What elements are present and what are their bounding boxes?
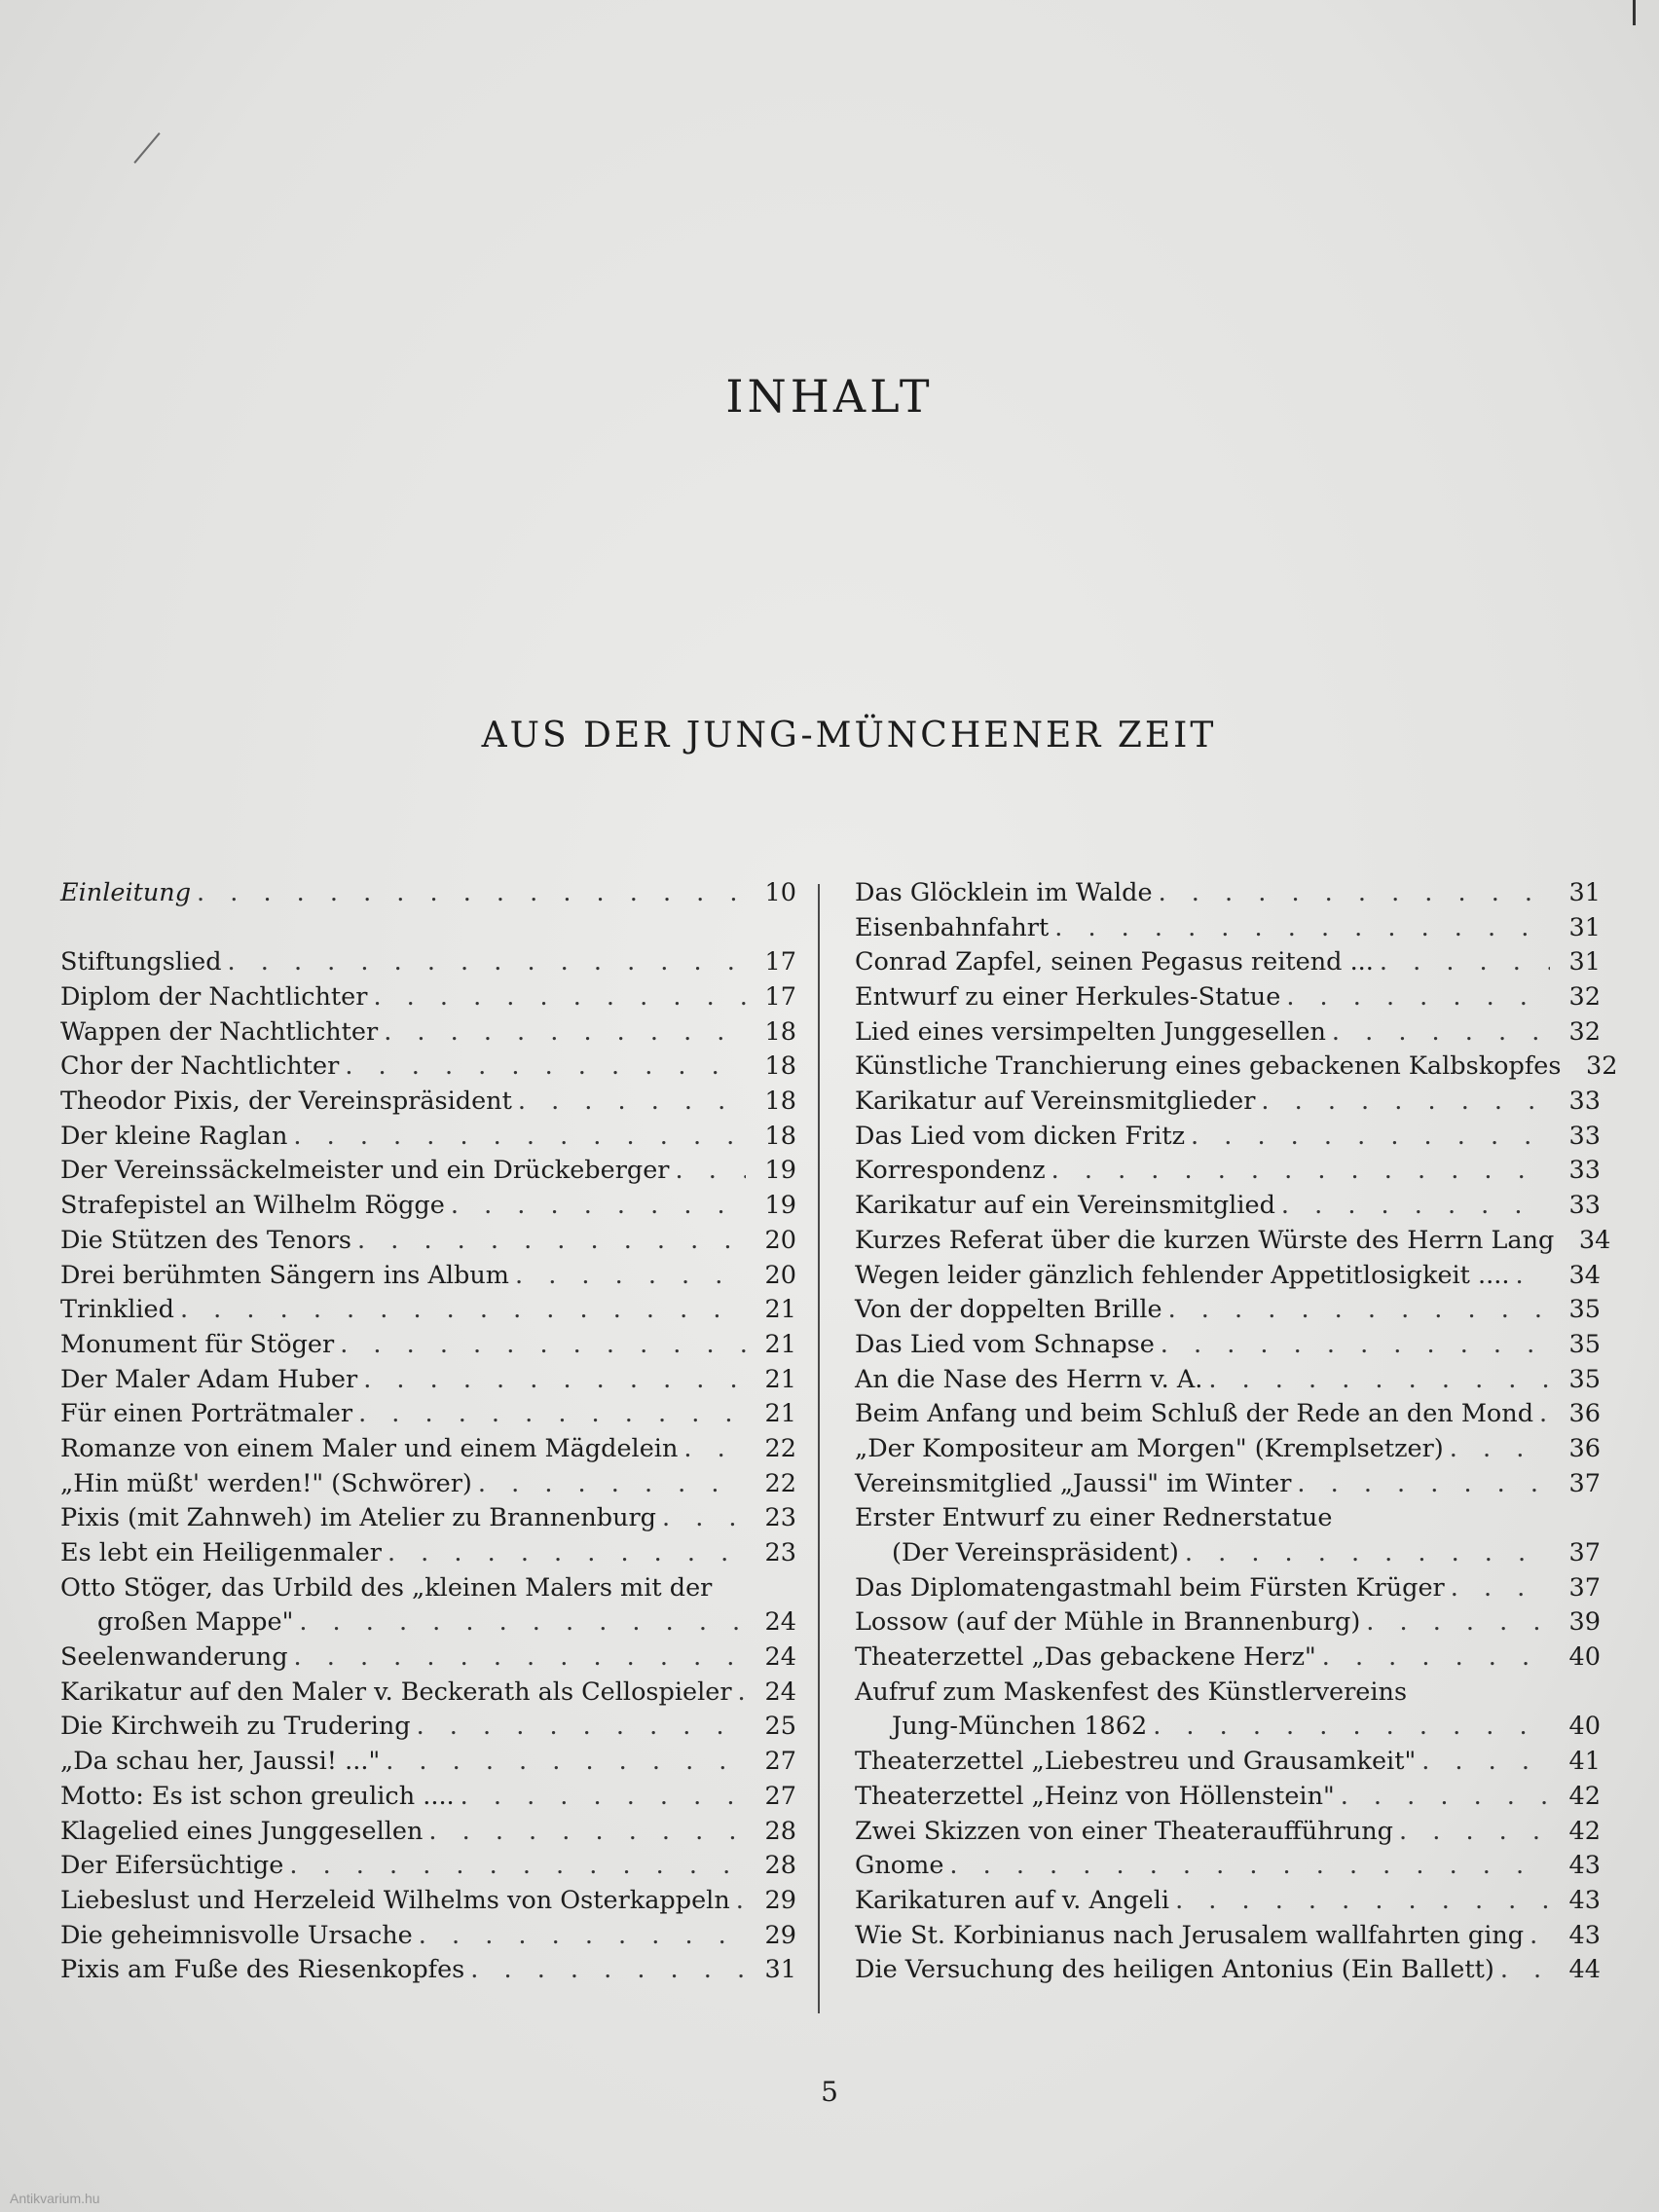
dot-leader — [1366, 1605, 1550, 1641]
dot-leader — [736, 1884, 746, 1919]
toc-entry-title: großen Mappe" — [97, 1607, 294, 1638]
toc-entry-title: Motto: Es ist schon greulich .... — [60, 1781, 455, 1811]
toc-entry-page: 22 — [764, 1433, 796, 1463]
toc-entry — [60, 980, 796, 1015]
dot-leader — [470, 1953, 746, 1988]
toc-entry-title: Die Versuchung des heiligen Antonius (Ein Ballett) — [855, 1955, 1494, 1985]
dot-leader — [1261, 1085, 1550, 1120]
dot-leader — [1332, 1015, 1550, 1051]
toc-entry-title: Klagelied eines Junggesellen — [60, 1816, 424, 1846]
dot-leader — [461, 1780, 746, 1815]
dot-leader — [384, 1015, 746, 1051]
toc-entry — [855, 1745, 1601, 1780]
toc-entry — [855, 1224, 1611, 1259]
toc-entry-page: 21 — [764, 1329, 796, 1359]
toc-entry — [60, 1085, 796, 1120]
dot-leader — [1168, 1293, 1550, 1328]
dot-leader — [386, 1745, 746, 1780]
dot-leader — [340, 1328, 746, 1363]
toc-entry — [855, 1397, 1601, 1432]
toc-entry-title: Karikaturen auf v. Angeli — [855, 1885, 1170, 1915]
edge-mark — [1633, 0, 1636, 25]
dot-leader — [373, 980, 746, 1015]
toc-entry-page: 36 — [1568, 1433, 1601, 1463]
toc-entry-title: Diplom der Nachtlichter — [60, 982, 368, 1013]
toc-entry-title: Kurzes Referat über die kurzen Würste des Herrn Lang — [855, 1225, 1555, 1255]
toc-entry-page: 37 — [1568, 1572, 1601, 1603]
toc-entry-title: Aufruf zum Maskenfest des Künstlervereins — [855, 1677, 1408, 1707]
toc-entry-title: Wappen der Nachtlichter — [60, 1016, 379, 1047]
section-title: AUS DER JUNG-MÜNCHENER ZEIT — [481, 716, 1217, 756]
dot-leader — [1322, 1641, 1550, 1676]
toc-entry-page: 31 — [1568, 947, 1601, 977]
dot-leader — [1341, 1780, 1550, 1815]
toc-entry-page: 24 — [764, 1642, 796, 1673]
toc-entry-page: 33 — [1568, 1121, 1601, 1151]
toc-entry — [855, 1676, 1601, 1711]
toc-entry — [855, 1189, 1601, 1224]
toc-entry — [855, 1293, 1601, 1328]
toc-entry — [60, 1363, 796, 1398]
dot-leader — [387, 1536, 746, 1571]
toc-entry — [60, 1501, 796, 1536]
toc-entry — [60, 1259, 796, 1294]
toc-entry-title: Die Stützen des Tenors — [60, 1225, 352, 1255]
toc-entry-title: Strafepistel an Wilhelm Rögge — [60, 1191, 445, 1221]
toc-entry-title: An die Nase des Herrn v. A. — [855, 1364, 1203, 1394]
dot-leader — [1161, 1328, 1550, 1363]
toc-entry-title: Beim Anfang und beim Schluß der Rede an den Mond — [855, 1399, 1534, 1429]
toc-entry-title: Wie St. Korbinianus nach Jerusalem wallfahrten ging — [855, 1920, 1525, 1950]
toc-entry-page: 23 — [764, 1503, 796, 1533]
toc-entry-title: Das Lied vom Schnapse — [855, 1329, 1155, 1359]
dot-leader — [1421, 1745, 1550, 1780]
dot-leader — [197, 876, 746, 911]
toc-entry-title: Das Diplomatengastmahl beim Fürsten Krüger — [855, 1572, 1445, 1603]
dot-leader — [1191, 1120, 1550, 1155]
toc-entry — [60, 1641, 796, 1676]
dot-leader — [358, 1397, 746, 1432]
dot-leader — [518, 1085, 746, 1120]
toc-entry-page: 27 — [764, 1781, 796, 1811]
dot-leader — [676, 1154, 747, 1189]
toc-entry — [855, 945, 1601, 980]
toc-entry-title: Eisenbahnfahrt — [855, 912, 1050, 942]
toc-entry — [855, 1155, 1601, 1190]
toc-entry-page: 17 — [764, 982, 796, 1013]
toc-entry-title: Conrad Zapfel, seinen Pegasus reitend ... — [855, 947, 1374, 977]
toc-entry — [60, 1676, 796, 1711]
toc-entry — [855, 1884, 1601, 1919]
toc-entry-page: 18 — [764, 1121, 796, 1151]
dot-leader — [1450, 1432, 1550, 1467]
toc-entry — [855, 1015, 1601, 1051]
toc-entry-title: Seelenwanderung — [60, 1642, 288, 1673]
toc-entry — [60, 1432, 796, 1467]
dot-leader — [1185, 1536, 1550, 1571]
toc-entry-page: 24 — [764, 1677, 796, 1707]
toc-entry-page: 31 — [1568, 877, 1601, 907]
toc-entry-title: Stiftungslied — [60, 947, 222, 977]
dot-leader — [1153, 1710, 1550, 1745]
toc-entry-title: Die Kirchweih zu Trudering — [60, 1712, 411, 1742]
toc-entry — [60, 1050, 796, 1085]
toc-entry — [855, 876, 1601, 911]
toc-entry — [855, 1363, 1601, 1398]
dot-leader — [1500, 1953, 1550, 1988]
dot-leader — [299, 1605, 746, 1641]
toc-entry-page: 18 — [764, 1087, 796, 1117]
toc-entry — [855, 1259, 1601, 1294]
toc-entry-title: Otto Stöger, das Urbild des „kleinen Malers mit der — [60, 1572, 713, 1603]
toc-entry — [60, 1467, 796, 1502]
page-number: 5 — [821, 2076, 838, 2108]
dot-leader — [1539, 1397, 1550, 1432]
dot-leader — [345, 1050, 746, 1085]
toc-entry — [855, 980, 1601, 1015]
toc-entry — [60, 1953, 796, 1988]
toc-entry-title: Es lebt ein Heiligenmaler — [60, 1538, 382, 1568]
toc-entry-page: 27 — [764, 1747, 796, 1777]
toc-entry — [855, 1501, 1601, 1536]
toc-entry — [60, 1780, 796, 1815]
toc-entry-title: Das Glöcklein im Walde — [855, 877, 1153, 907]
toc-entry-page: 36 — [1568, 1399, 1601, 1429]
toc-entry-page: 22 — [764, 1468, 796, 1498]
toc-entry-page: 35 — [1568, 1295, 1601, 1325]
paper-scratch — [133, 132, 160, 164]
toc-entry-title: Romanze von einem Maler und einem Mägdelein — [60, 1433, 679, 1463]
dot-leader — [180, 1293, 746, 1328]
toc-entry-title: „Da schau her, Jaussi! ..." — [60, 1747, 381, 1777]
toc-left-column — [60, 876, 796, 1988]
dot-leader — [738, 1676, 746, 1711]
dot-leader — [1530, 1919, 1550, 1954]
toc-entry-title: Lossow (auf der Mühle in Brannenburg) — [855, 1607, 1361, 1638]
toc-entry-page: 32 — [1568, 982, 1601, 1013]
dot-leader — [1208, 1363, 1550, 1398]
toc-entry — [855, 1085, 1601, 1120]
page-title: INHALT — [725, 370, 934, 423]
toc-entry — [855, 1605, 1601, 1641]
dot-leader — [1399, 1815, 1550, 1850]
toc-entry-page: 37 — [1568, 1538, 1601, 1568]
toc-entry-page: 39 — [1568, 1607, 1601, 1638]
toc-entry-title: Der Maler Adam Huber — [60, 1364, 358, 1394]
toc-entry-page: 28 — [764, 1816, 796, 1846]
toc-entry-page: 31 — [764, 1955, 796, 1985]
toc-entry-page: 21 — [764, 1399, 796, 1429]
dot-leader — [949, 1849, 1550, 1884]
toc-entry — [60, 1155, 796, 1190]
toc-entry-page: 20 — [764, 1260, 796, 1290]
toc-entry — [60, 1745, 796, 1780]
toc-entry — [855, 1953, 1601, 1988]
toc-entry — [60, 1711, 796, 1746]
toc-entry-page: 25 — [764, 1712, 796, 1742]
toc-entry-title: Theaterzettel „Das gebackene Herz" — [855, 1642, 1316, 1673]
toc-entry — [855, 1919, 1601, 1954]
toc-entry-title: Trinklied — [60, 1295, 174, 1325]
toc-entry — [60, 1849, 796, 1884]
toc-entry-title: Von der doppelten Brille — [855, 1295, 1162, 1325]
toc-entry-page: 29 — [764, 1885, 796, 1915]
dot-leader — [1281, 1189, 1550, 1224]
toc-entry-title: Vereinsmitglied „Jaussi" im Winter — [855, 1468, 1292, 1498]
toc-entry-page: 32 — [1586, 1051, 1618, 1082]
toc-entry-title: Wegen leider gänzlich fehlender Appetitlosigkeit .... — [855, 1260, 1510, 1290]
toc-entry-title: Künstliche Tranchierung eines gebackenen Kalbskopfes — [855, 1051, 1562, 1082]
toc-entry — [60, 1605, 796, 1641]
dot-leader — [228, 945, 746, 980]
toc-entry — [855, 1050, 1618, 1085]
toc-entry-page: 19 — [764, 1156, 796, 1186]
dot-leader — [1054, 911, 1550, 946]
toc-entry — [60, 1571, 796, 1606]
toc-entry-title: Pixis (mit Zahnweh) im Atelier zu Brannenburg — [60, 1503, 656, 1533]
dot-leader — [478, 1467, 746, 1502]
toc-entry — [60, 945, 796, 980]
toc-entry-title: Theaterzettel „Heinz von Höllenstein" — [855, 1781, 1335, 1811]
dot-leader — [683, 1432, 746, 1467]
toc-entry-title: Jung-München 1862 — [892, 1712, 1148, 1742]
toc-entry-title: Für einen Porträtmaler — [60, 1399, 353, 1429]
watermark-text: Antikvarium.hu — [10, 2191, 100, 2206]
toc-entry-page: 33 — [1568, 1156, 1601, 1186]
dot-leader — [289, 1849, 746, 1884]
toc-entry-title: Der Eifersüchtige — [60, 1851, 284, 1881]
toc-entry-page: 43 — [1568, 1851, 1601, 1881]
toc-entry-title: Lied eines versimpelten Junggesellen — [855, 1016, 1326, 1047]
dot-leader — [417, 1710, 746, 1745]
toc-entry-title: Gnome — [855, 1851, 944, 1881]
toc-entry-page: 17 — [764, 947, 796, 977]
toc-entry-title: Zwei Skizzen von einer Theateraufführung — [855, 1816, 1394, 1846]
dot-leader — [1175, 1884, 1550, 1919]
toc-entry-title: Theodor Pixis, der Vereinspräsident — [60, 1087, 512, 1117]
toc-entry-title: Karikatur auf Vereinsmitglieder — [855, 1087, 1256, 1117]
toc-entry-title: Einleitung — [60, 877, 192, 907]
toc-entry-title: Korrespondenz — [855, 1156, 1046, 1186]
dot-leader — [363, 1363, 746, 1398]
dot-leader — [1380, 945, 1550, 980]
toc-entry — [855, 1467, 1601, 1502]
toc-entry-page: 42 — [1568, 1781, 1601, 1811]
toc-entry-page: 32 — [1568, 1016, 1601, 1047]
toc-entry-title: Pixis am Fuße des Riesenkopfes — [60, 1955, 465, 1985]
toc-entry-page: 18 — [764, 1051, 796, 1082]
dot-leader — [428, 1815, 746, 1850]
toc-entry — [60, 1919, 796, 1954]
toc-entry — [855, 1536, 1601, 1571]
toc-entry-page: 43 — [1568, 1920, 1601, 1950]
toc-entry-page: 10 — [764, 877, 796, 907]
toc-entry-page: 28 — [764, 1851, 796, 1881]
toc-entry — [855, 911, 1601, 946]
toc-entry-page: 35 — [1568, 1364, 1601, 1394]
toc-entry-page: 41 — [1568, 1747, 1601, 1777]
toc-entry-page: 18 — [764, 1016, 796, 1047]
dot-leader — [293, 1120, 746, 1155]
toc-entry-title: Liebeslust und Herzeleid Wilhelms von Osterkappeln — [60, 1885, 730, 1915]
toc-entry-title: Entwurf zu einer Herkules-Statue — [855, 982, 1281, 1013]
toc-entry-title: Karikatur auf ein Vereinsmitglied — [855, 1191, 1275, 1221]
toc-entry-title: Der kleine Raglan — [60, 1121, 288, 1151]
toc-entry — [60, 1293, 796, 1328]
toc-entry — [60, 1884, 796, 1919]
toc-entry — [60, 1224, 796, 1259]
toc-entry — [855, 1328, 1601, 1363]
toc-entry-page: 34 — [1578, 1225, 1611, 1255]
toc-entry-title: „Hin müßt' werden!" (Schwörer) — [60, 1468, 472, 1498]
toc-entry — [60, 1015, 796, 1051]
toc-entry-title: Erster Entwurf zu einer Rednerstatue — [855, 1503, 1333, 1533]
toc-entry-title: Monument für Stöger — [60, 1329, 335, 1359]
dot-leader — [419, 1919, 746, 1954]
toc-entry-page: 21 — [764, 1364, 796, 1394]
toc-entry — [855, 1571, 1601, 1606]
toc-entry-title: Die geheimnisvolle Ursache — [60, 1920, 413, 1950]
column-divider — [818, 884, 820, 2013]
toc-entry-page: 37 — [1568, 1468, 1601, 1498]
dot-leader — [1297, 1467, 1550, 1502]
toc-entry-title: „Der Kompositeur am Morgen" (Kremplsetzer) — [855, 1433, 1444, 1463]
toc-entry-page: 40 — [1568, 1712, 1601, 1742]
toc-entry-page: 33 — [1568, 1087, 1601, 1117]
toc-entry-title: (Der Vereinspräsident) — [892, 1538, 1179, 1568]
toc-entry-title: Das Lied vom dicken Fritz — [855, 1121, 1186, 1151]
dot-leader — [1159, 876, 1550, 911]
toc-entry — [855, 1780, 1601, 1815]
toc-entry — [60, 876, 796, 911]
toc-entry — [855, 1120, 1601, 1155]
toc-entry-page: 40 — [1568, 1642, 1601, 1673]
toc-right-column — [855, 876, 1618, 1988]
dot-leader — [1286, 980, 1550, 1015]
toc-entry-page: 29 — [764, 1920, 796, 1950]
toc-entry-page: 34 — [1568, 1260, 1601, 1290]
toc-entry — [855, 1641, 1601, 1676]
toc-entry-page: 19 — [764, 1191, 796, 1221]
toc-entry — [60, 1397, 796, 1432]
dot-leader — [1515, 1259, 1550, 1294]
dot-leader — [451, 1189, 746, 1224]
toc-entry-title: Drei berühmten Sängern ins Album — [60, 1260, 509, 1290]
toc-entry-page: 35 — [1568, 1329, 1601, 1359]
toc-entry-page: 44 — [1568, 1955, 1601, 1985]
toc-entry — [60, 1328, 796, 1363]
toc-entry — [60, 1536, 796, 1571]
toc-entry-page: 20 — [764, 1225, 796, 1255]
toc-entry — [60, 1815, 796, 1850]
dot-leader — [357, 1224, 746, 1259]
dot-leader — [1051, 1154, 1550, 1189]
toc-entry — [855, 1815, 1601, 1850]
toc-entry — [60, 1120, 796, 1155]
toc-entry — [60, 1189, 796, 1224]
dot-leader — [294, 1641, 746, 1676]
dot-leader — [662, 1501, 746, 1536]
toc-entry-page: 42 — [1568, 1816, 1601, 1846]
dot-leader — [515, 1259, 746, 1294]
toc-entry-title: Karikatur auf den Maler v. Beckerath als Cellospieler — [60, 1677, 732, 1707]
toc-entry-page: 31 — [1568, 912, 1601, 942]
toc-entry-title: Chor der Nachtlichter — [60, 1051, 340, 1082]
toc-entry-page: 23 — [764, 1538, 796, 1568]
toc-entry — [855, 1711, 1601, 1746]
toc-entry-page: 33 — [1568, 1191, 1601, 1221]
toc-entry-title: Theaterzettel „Liebestreu und Grausamkeit" — [855, 1747, 1417, 1777]
toc-entry-page: 24 — [764, 1607, 796, 1638]
toc-entry-page: 43 — [1568, 1885, 1601, 1915]
toc-entry — [855, 1432, 1601, 1467]
toc-entry-title: Der Vereinssäckelmeister und ein Drückeberger — [60, 1156, 670, 1186]
toc-entry-page: 21 — [764, 1295, 796, 1325]
dot-leader — [1451, 1571, 1550, 1606]
toc-entry — [855, 1849, 1601, 1884]
